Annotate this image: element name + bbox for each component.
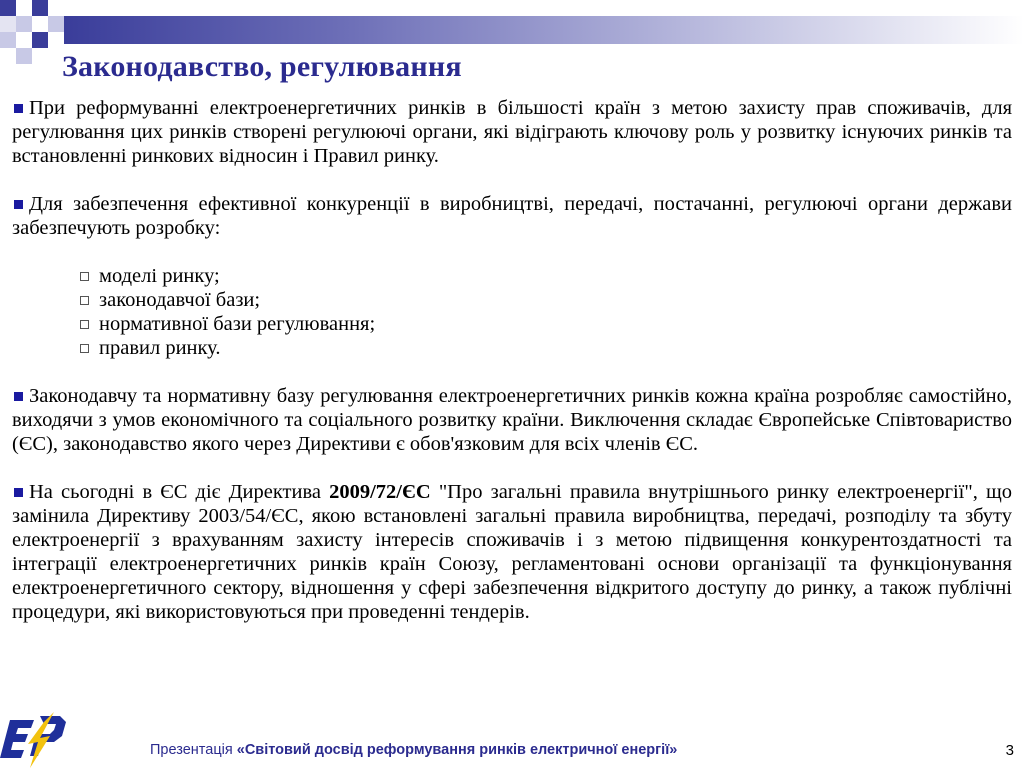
directive-number: 2009/72/ЄС [329, 481, 431, 503]
deco-square [16, 48, 32, 64]
deco-square [0, 0, 16, 16]
hollow-square-bullet-icon [80, 296, 89, 305]
deco-square [0, 16, 16, 32]
paragraph-4-text-before: На сьогодні в ЄС діє Директива [29, 481, 330, 503]
sub-list-item-text: правил ринку. [99, 337, 221, 359]
sub-list-item-text: нормативної бази регулювання; [99, 313, 376, 335]
hollow-square-bullet-icon [80, 344, 89, 353]
paragraph-3 [12, 384, 1012, 456]
slide-title: Законодавство, регулювання [62, 50, 462, 83]
paragraph-1 [12, 96, 1012, 168]
sub-list-item-text: законодавчої бази; [99, 289, 261, 311]
company-logo-icon [0, 712, 72, 768]
footer [150, 742, 677, 758]
paragraph-4-text-after: "Про загальні правила внутрішнього ринку електроенергії", що замінила Директиву 2003/54/ЄС, якою встановлені загальні правила виробництва, передачі, розподілу та збуту електроенергії з врахуванням захисту інтересів споживачів і з метою підвищення конкурентоздатності та інтеграції електроенергетичних ринків країн Союзу, регламентовані основи організації та функціонування електроенергетичного сектору, відношення у сфері забезпечення відкритого доступу до ринку, а також публічні процедури, які використовуються при проведенні тендерів. [12, 481, 1013, 623]
sub-list-item [76, 312, 1012, 336]
deco-square [16, 16, 32, 32]
footer-prefix: Презентація [150, 742, 237, 758]
square-bullet-icon [14, 392, 23, 401]
deco-square [32, 32, 48, 48]
paragraph-2-text: Для забезпечення ефективної конкуренції в виробництві, передачі, постачанні, регулюючі органи держави забезпечують розробку: [12, 193, 1012, 239]
square-bullet-icon [14, 200, 23, 209]
paragraph-1-text: При реформуванні електроенергетичних ринків в більшості країн з метою захисту прав споживачів, для регулювання цих ринків створені регулюючі органи, які відіграють ключову роль у розвитку існуючих ринків та встановленні ринкових відносин і Правил ринку. [12, 97, 1012, 167]
paragraph-4 [12, 480, 1012, 624]
deco-square [0, 32, 16, 48]
deco-square [32, 0, 48, 16]
title-gradient-bar [64, 16, 1024, 44]
sub-list-item-text: моделі ринку; [99, 265, 220, 287]
deco-square [48, 16, 64, 32]
sub-list-item [76, 336, 1012, 360]
square-bullet-icon [14, 488, 23, 497]
hollow-square-bullet-icon [80, 272, 89, 281]
sub-list-item [76, 288, 1012, 312]
paragraph-3-text: Законодавчу та нормативну базу регулювання електроенергетичних ринків кожна країна розробляє самостійно, виходячи з умов економічного та соціального розвитку країни. Виключення складає Європейське Співтовариство (ЄС), законодавство якого через Директиви є обов'язковим для всіх членів ЄС. [12, 385, 1012, 455]
slide-body [12, 96, 1012, 624]
footer-title: «Світовий досвід реформування ринків електричної енергії» [236, 742, 678, 758]
hollow-square-bullet-icon [80, 320, 89, 329]
paragraph-2 [12, 192, 1012, 240]
square-bullet-icon [14, 104, 23, 113]
sub-list-item [76, 264, 1012, 288]
page-number: 3 [1005, 742, 1014, 759]
